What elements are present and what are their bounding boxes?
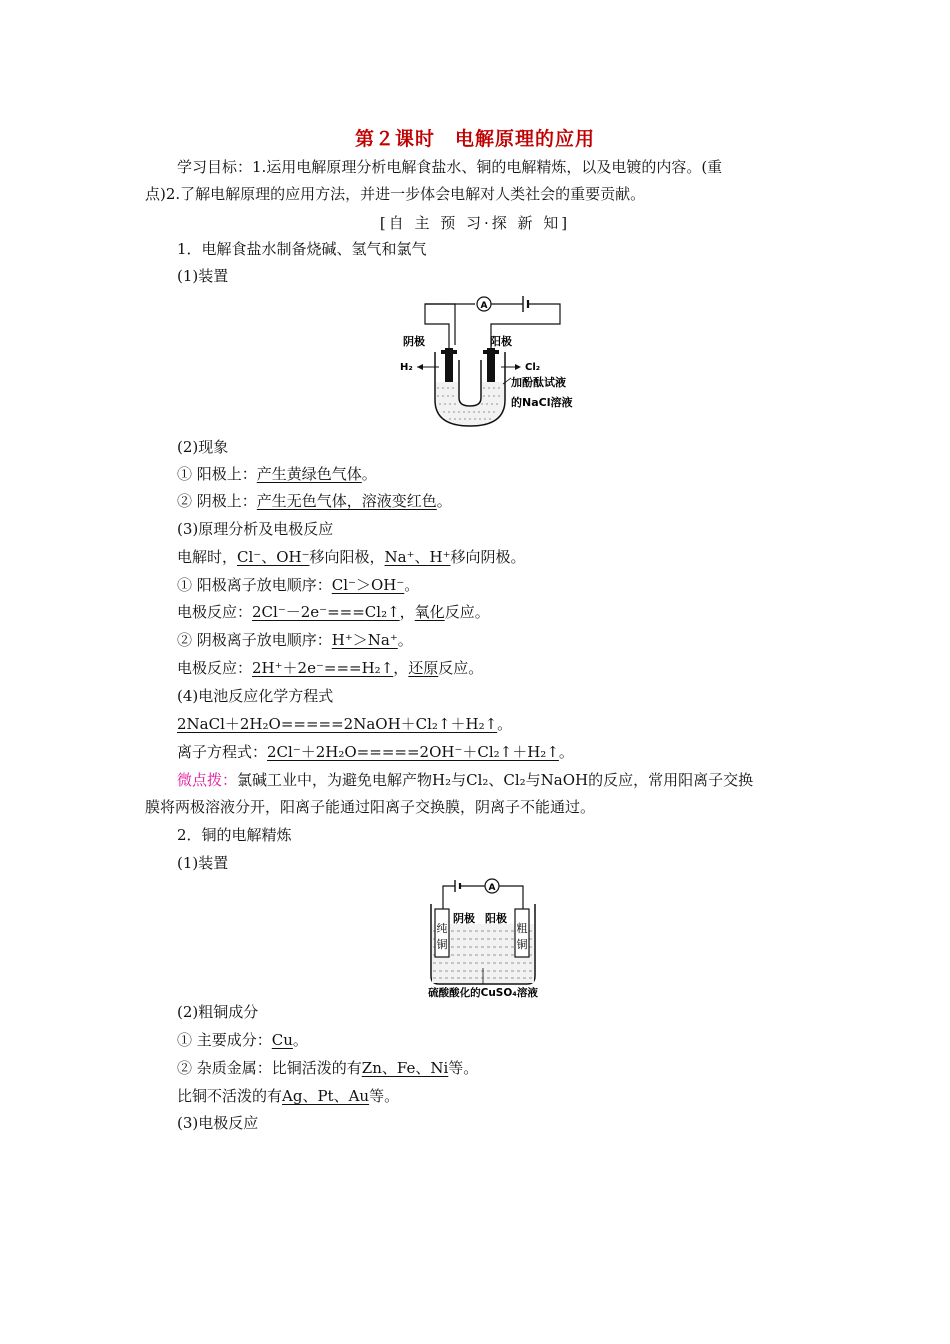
h2-label: H₂ — [400, 362, 413, 373]
objectives-line-1: 学习目标：1.运用电解原理分析电解食盐水、铜的电解精炼，以及电镀的内容。(重 — [177, 158, 723, 176]
objectives-line-2: 点)2.了解电解原理的应用方法，并进一步体会电解对人类社会的重要贡献。 — [145, 185, 646, 203]
solution-label-1: 加酚酞试液 — [511, 376, 566, 389]
cl2-label: Cl₂ — [525, 362, 541, 373]
active-impurities: ② 杂质金属：比铜活泼的有Zn、Fe、Ni等。 — [177, 1059, 479, 1077]
cathode-reaction: 电极反应：2H⁺＋2e⁻===H₂↑，还原反应。 — [177, 659, 484, 677]
solution-label-2: 的NaCl溶液 — [511, 396, 573, 409]
page-title: 第２课时 电解原理的应用 — [354, 128, 595, 150]
phenomenon-heading: (2)现象 — [177, 438, 229, 456]
ion-migration: 电解时，Cl⁻、OH⁻移向阳极，Na⁺、H⁺移向阴极。 — [177, 548, 526, 566]
electrolysis-u-tube-diagram — [395, 290, 615, 430]
copper-refining-diagram — [415, 876, 565, 998]
cathode-discharge-order: ② 阴极离子放电顺序：H⁺＞Na⁺。 — [177, 631, 413, 649]
meter-label: A — [480, 301, 488, 311]
main-component: ① 主要成分：Cu。 — [177, 1031, 308, 1049]
part2-device-label: (1)装置 — [177, 854, 229, 872]
anode-phenomenon: ① 阳极上：产生黄绿色气体。 — [177, 465, 377, 483]
part1-heading: 1．电解食盐水制备烧碱、氢气和氯气 — [177, 240, 427, 258]
cathode-label-2: 阴极 — [453, 912, 475, 925]
anode-reaction: 电极反应：2Cl⁻－2e⁻===Cl₂↑，氧化反应。 — [177, 603, 490, 621]
crude-copper-char-2: 铜 — [516, 938, 528, 951]
cuso4-solution-label: 硫酸酸化的CuSO₄溶液 — [428, 987, 538, 998]
ionic-equation: 离子方程式：2Cl⁻＋2H₂O=====2OH⁻＋Cl₂↑＋H₂↑。 — [177, 743, 574, 761]
principle-heading: (3)原理分析及电极反应 — [177, 520, 334, 538]
electrode-reaction-heading: (3)电极反应 — [177, 1114, 259, 1132]
cathode-phenomenon: ② 阴极上：产生无色气体，溶液变红色。 — [177, 492, 452, 510]
anode-discharge-order: ① 阳极离子放电顺序：Cl⁻＞OH⁻。 — [177, 576, 420, 594]
anode-label-2: 阳极 — [485, 912, 507, 925]
overall-equation: 2NaCl＋2H₂O=====2NaOH＋Cl₂↑＋H₂↑。 — [177, 715, 513, 733]
cathode-label: 阴极 — [403, 335, 425, 348]
meter-label-2: A — [488, 883, 496, 893]
crude-copper-char-1: 粗 — [516, 922, 528, 935]
composition-heading: (2)粗铜成分 — [177, 1003, 259, 1021]
section-header: [自 主 预 习·探 新 知] — [379, 214, 571, 232]
pure-copper-char-1: 纯 — [436, 922, 448, 935]
part1-device-label: (1)装置 — [177, 267, 229, 285]
equation-heading: (4)电池反应化学方程式 — [177, 687, 334, 705]
part2-heading: 2．铜的电解精炼 — [177, 826, 292, 844]
anode-label: 阳极 — [490, 335, 512, 348]
inactive-impurities: 比铜不活泼的有Ag、Pt、Au等。 — [177, 1087, 400, 1105]
pure-copper-char-2: 铜 — [436, 938, 448, 951]
tip-line-1: 微点拨：氯碱工业中，为避免电解产物H₂与Cl₂、Cl₂与NaOH的反应，常用阳离子交换 — [177, 771, 754, 789]
tip-line-2: 膜将两极溶液分开，阳离子能通过阳离子交换膜，阴离子不能通过。 — [145, 798, 596, 816]
